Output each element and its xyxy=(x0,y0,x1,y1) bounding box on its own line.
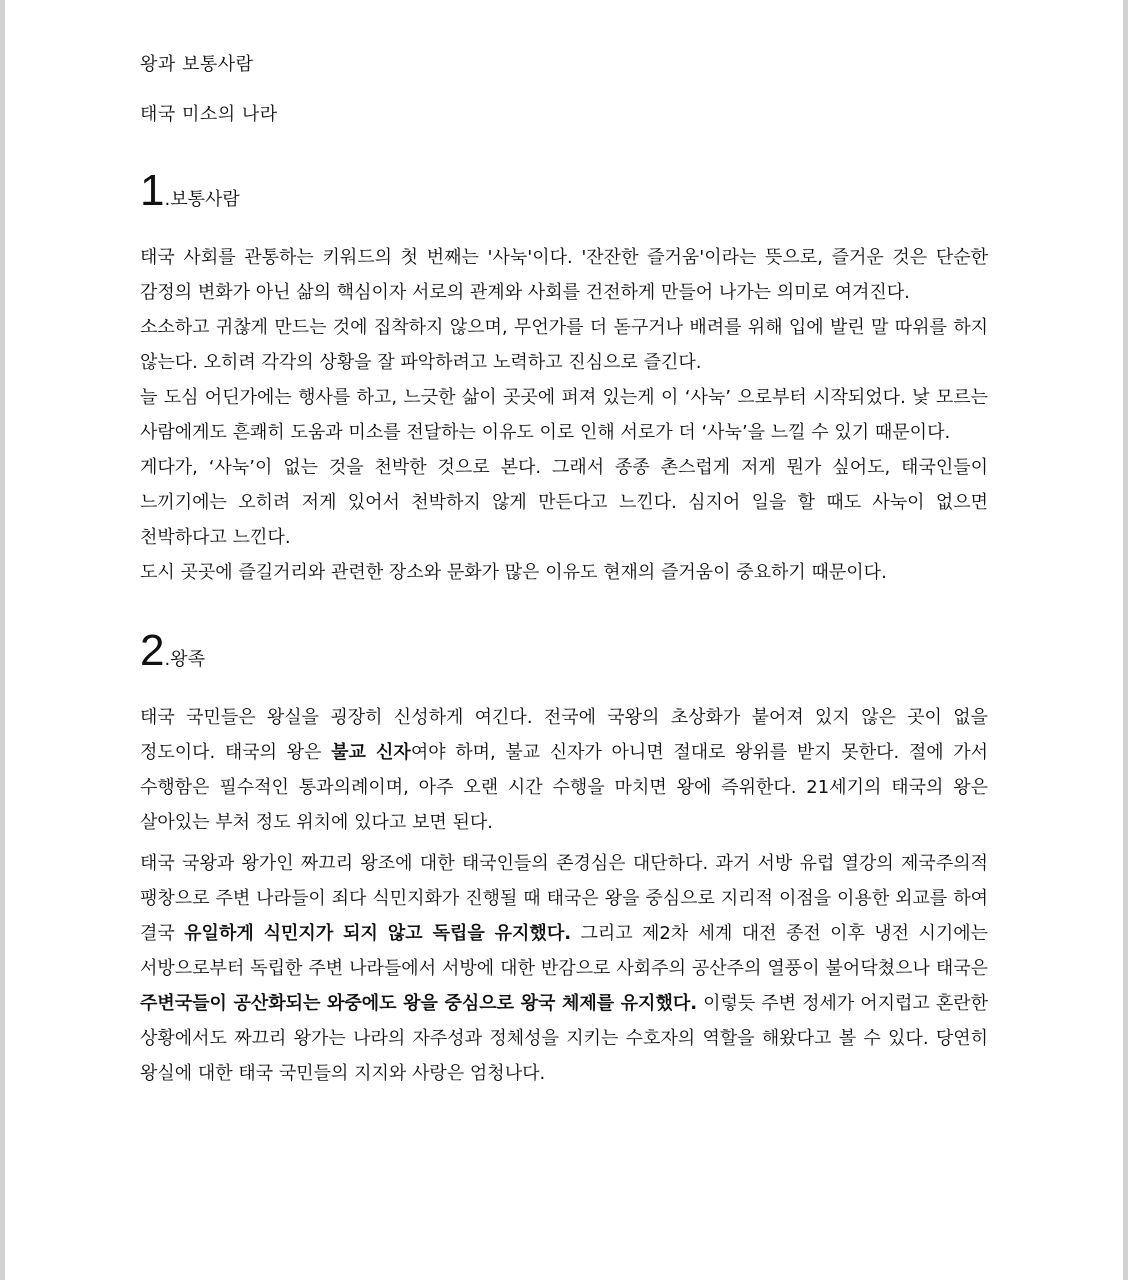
page-border-left xyxy=(0,0,5,1280)
section-2-p2-bold-independence: 유일하게 식민지가 되지 않고 독립을 유지했다. xyxy=(184,923,572,944)
page-border-right xyxy=(1123,0,1128,1280)
section-1-number: 1 xyxy=(140,166,165,215)
section-2-number: 2 xyxy=(140,626,165,675)
section-2-heading xyxy=(140,626,988,676)
document-subtitle: 태국 미소의 나라 xyxy=(140,104,278,125)
section-2-p1-bold-buddhist: 불교 신자 xyxy=(331,742,411,763)
section-1-paragraph-2: 소소하고 귀찮게 만드는 것에 집착하지 않으며, 무언가를 더 돋구거나 배려를 위해 입에 발린 말 따위를 하지 않는다. 오히려 각각의 상황을 잘 파악하려고 노력하고 진심으로 즐긴다. xyxy=(140,317,988,373)
section-2-p2-text-a: 태국 국왕과 왕가인 짜끄리 왕조에 대한 태국인들의 존경심은 대단하다. 과거 서방 유럽 열강의 제국주의적 팽창으로 주변 나라들이 죄다 식민지화가 진행될 때 태국은 왕을 중심으로 지리적 이점을 이용한 외교를 하여 결국 xyxy=(140,853,988,944)
section-1-heading xyxy=(140,166,988,216)
section-2-paragraph-1 xyxy=(140,700,988,840)
section-1-paragraph-5: 도시 곳곳에 즐길거리와 관련한 장소와 문화가 많은 이유도 현재의 즐거움이 중요하기 때문이다. xyxy=(140,562,887,583)
document-title: 왕과 보통사람 xyxy=(140,54,254,75)
section-1-paragraph-4: 게다가, ‘사눅’이 없는 것을 천박한 것으로 본다. 그래서 종종 촌스럽게 저게 뭔가 싶어도, 태국인들이 느끼기에는 오히려 저게 있어서 천박하지 않게 만든다고 느낀다. 심지어 일을 할 때도 사눅이 없으면 천박하다고 느낀다. xyxy=(140,457,988,548)
section-1-paragraph-3: 늘 도심 어딘가에는 행사를 하고, 느긋한 삶이 곳곳에 퍼져 있는게 이 ‘사눅’ 으로부터 시작되었다. 낯 모르는 사람에게도 흔쾌히 도움과 미소를 전달하는 이유도 이로 인해 서로가 더 ‘사눅’을 느낄 수 있기 때문이다. xyxy=(140,387,988,443)
section-2-p2-text-c: 그리고 제2차 세계 대전 종전 이후 냉전 시기에는 서방으로부터 독립한 주변 나라들에서 서방에 대한 반감으로 사회주의 공산주의 열풍이 불어닥쳤으나 태국은 xyxy=(140,923,988,979)
section-2-paragraph-2 xyxy=(140,846,988,1091)
section-2-p1-text-c: 여야 하며, 불교 신자가 아니면 절대로 왕위를 받지 못한다. 절에 가서 수행함은 필수적인 통과의례이며, 아주 오랜 시간 수행을 마치면 왕에 즉위한다. 21세기의 태국의 왕은 살아있는 부처 정도 위치에 있다고 보면 된다. xyxy=(140,742,988,833)
section-2-p2-bold-monarchy: 주변국들이 공산화되는 와중에도 왕을 중심으로 왕국 체제를 유지했다. xyxy=(140,993,698,1014)
section-2-p1-text-a: 태국 국민들은 왕실을 굉장히 신성하게 여긴다. 전국에 국왕의 초상화가 붙어져 있지 않은 곳이 없을 정도이다. 태국의 왕은 xyxy=(140,707,988,763)
section-2-label: .왕족 xyxy=(164,649,205,670)
section-2-p2-text-e: 이렇듯 주변 정세가 어지럽고 혼란한 상황에서도 짜끄리 왕가는 나라의 자주성과 정체성을 지키는 수호자의 역할을 해왔다고 볼 수 있다. 당연히 왕실에 대한 태국 국민들의 지지와 사랑은 엄청나다. xyxy=(140,993,988,1084)
section-1-label: .보통사람 xyxy=(164,189,240,210)
document-page xyxy=(140,50,988,1091)
section-1-paragraph-1: 태국 사회를 관통하는 키워드의 첫 번째는 '사눅'이다. '잔잔한 즐거움'이라는 뜻으로, 즐거운 것은 단순한 감정의 변화가 아닌 삶의 핵심이자 서로의 관계와 사회를 건전하게 만들어 나가는 의미로 여겨진다. xyxy=(140,247,988,303)
